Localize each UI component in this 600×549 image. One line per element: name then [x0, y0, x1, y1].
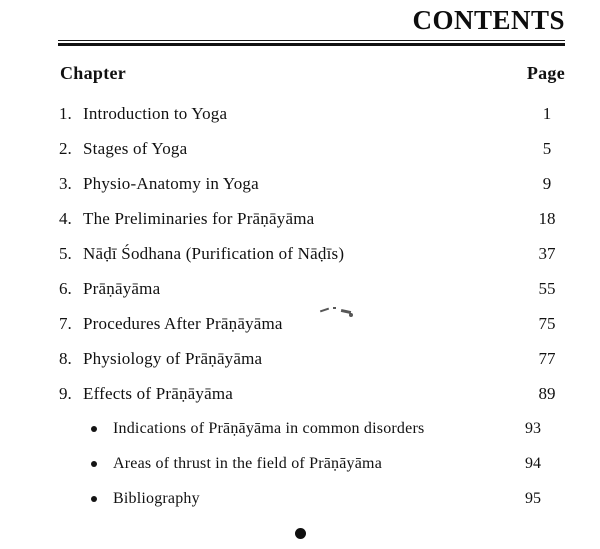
toc-entry-page: 9 [542, 174, 552, 193]
toc-subentry-page: 95 [525, 490, 541, 507]
toc-entry-number: 2. [59, 139, 72, 158]
toc-entry-number: 7. [59, 314, 72, 333]
column-header-chapter: Chapter [60, 63, 127, 83]
toc-entry-number: 9. [59, 384, 72, 403]
toc-subentry[interactable] [0, 486, 600, 521]
toc-entry-number: 3. [59, 174, 72, 193]
toc-entry-number: 1. [59, 104, 72, 123]
toc-subentry-label: Areas of thrust in the field of Prāṇāyāma [113, 455, 383, 472]
toc-entry-number: 8. [59, 349, 72, 368]
scan-artifact [349, 313, 353, 317]
column-headers [60, 63, 565, 89]
toc-entry[interactable] [0, 346, 600, 381]
toc-entry-label: Prāṇāyāma [83, 279, 161, 298]
toc-subentry[interactable] [0, 451, 600, 486]
page-title-area [58, 4, 565, 36]
toc-subentry[interactable] [0, 416, 600, 451]
toc-entry-label: Stages of Yoga [83, 139, 188, 158]
toc-entry-page: 18 [538, 209, 556, 228]
table-of-contents-list [0, 101, 600, 521]
bottom-ornament-dot-icon [295, 528, 306, 539]
toc-entry-label: Physiology of Prāṇāyāma [83, 349, 263, 368]
toc-entry-page: 1 [542, 104, 552, 123]
toc-entry[interactable] [0, 101, 600, 136]
page-title: CONTENTS [412, 5, 565, 35]
toc-subentry-label: Indications of Prāṇāyāma in common disorders [113, 420, 425, 437]
bullet-icon [91, 461, 97, 467]
toc-entry-number: 6. [59, 279, 72, 298]
toc-entry[interactable] [0, 206, 600, 241]
toc-entry[interactable] [0, 241, 600, 276]
toc-entry[interactable] [0, 276, 600, 311]
rule-thick-line [58, 43, 565, 46]
toc-subentry-page: 94 [525, 455, 541, 472]
bullet-icon [91, 496, 97, 502]
toc-entry-label: Nāḍī Śodhana (Purification of Nāḍīs) [83, 244, 345, 263]
toc-entry-label: Effects of Prāṇāyāma [83, 384, 234, 403]
toc-entry[interactable] [0, 311, 600, 346]
toc-entry[interactable] [0, 136, 600, 171]
toc-entry[interactable] [0, 171, 600, 206]
toc-entry-page: 5 [542, 139, 552, 158]
toc-subentry-page: 93 [525, 420, 541, 437]
toc-subentry-label: Bibliography [113, 490, 200, 507]
toc-entry-label: Physio-Anatomy in Yoga [83, 174, 259, 193]
column-header-page: Page [526, 63, 565, 83]
toc-entry-number: 4. [59, 209, 72, 228]
toc-entry-number: 5. [59, 244, 72, 263]
toc-entry[interactable] [0, 381, 600, 416]
toc-entry-page: 55 [538, 279, 556, 298]
toc-entry-page: 77 [538, 349, 556, 368]
scan-artifact [333, 307, 336, 309]
toc-entry-page: 37 [538, 244, 556, 263]
toc-entry-label: Procedures After Prāṇāyāma [83, 314, 283, 333]
toc-entry-label: The Preliminaries for Prāṇāyāma [83, 209, 315, 228]
toc-entry-page: 75 [538, 314, 556, 333]
bullet-icon [91, 426, 97, 432]
toc-entry-label: Introduction to Yoga [83, 104, 228, 123]
title-double-rule [58, 40, 565, 46]
toc-entry-page: 89 [538, 384, 556, 403]
